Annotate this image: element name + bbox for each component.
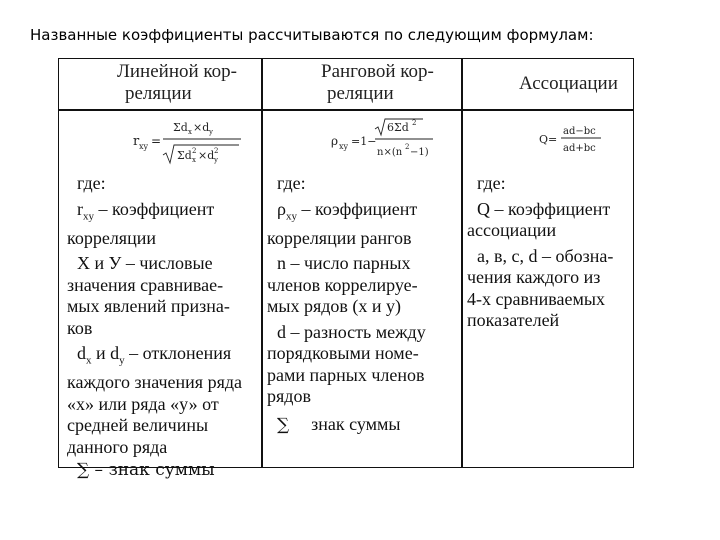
legend-dx-dy: $d_x$ и $d_y$ – отклонения bbox=[77, 343, 232, 367]
slide-caption: Названные коэффициенты рассчитываются по следующим формулам: bbox=[30, 26, 594, 44]
legend-pxy: $\rho_{xy}$ – коэффициент bbox=[277, 198, 418, 223]
svg-text:Σd: Σd bbox=[173, 121, 188, 134]
column-divider bbox=[461, 59, 463, 467]
linear-correlation-legend: где: $r_{xy}$ – коэффициент корреляции X и У – числовые значения сравнивае- мых явлений призна- ков $d_x$ и $d_y$ – отклонения каждого значения ряда «х» или ряда «у» от средней величины данного ряда ∑ – знак суммы bbox=[67, 173, 259, 482]
svg-text:=1−: =1− bbox=[351, 135, 377, 148]
svg-text:=: = bbox=[151, 134, 162, 148]
header-rank-correlation: Ранговой кор- реляции bbox=[321, 61, 434, 104]
svg-text:r: r bbox=[133, 134, 140, 149]
svg-text:y: y bbox=[214, 156, 218, 164]
association-formula bbox=[537, 121, 627, 161]
legend-sum: ∑ знак суммы bbox=[277, 413, 401, 435]
svg-text:ad+bc: ad+bc bbox=[563, 143, 596, 154]
svg-text:2: 2 bbox=[214, 147, 219, 155]
svg-text:Σd: Σd bbox=[177, 149, 192, 162]
svg-text:ad−bc: ad−bc bbox=[563, 126, 596, 137]
svg-text:×d: ×d bbox=[193, 121, 210, 134]
svg-text:×d: ×d bbox=[198, 149, 215, 162]
svg-text:n×(n: n×(n bbox=[377, 147, 403, 158]
svg-text:x: x bbox=[188, 128, 192, 136]
svg-text:xy: xy bbox=[339, 142, 349, 151]
column-divider bbox=[261, 59, 263, 467]
svg-text:−1): −1) bbox=[410, 147, 429, 158]
svg-text:Q=: Q= bbox=[539, 133, 558, 146]
svg-text:y: y bbox=[209, 128, 213, 136]
header-linear-correlation: Линейной кор- реляции bbox=[117, 61, 238, 104]
formulas-table bbox=[58, 58, 634, 481]
rank-correlation-formula bbox=[329, 115, 449, 169]
legend-rxy: $r_{xy}$ – коэффициент bbox=[77, 198, 215, 223]
association-legend: где: Q – коэффициент ассоциации a, в, с, d – обозна- чения каждого из 4-х сравниваемых показателей bbox=[467, 173, 614, 330]
rank-correlation-legend: где: $\rho_{xy}$ – коэффициент корреляции рангов n – число парных членов коррелируе- мых рядов (х и у) d – разность между порядковыми номе- рами парных членов рядов ∑ знак суммы bbox=[267, 173, 459, 436]
linear-correlation-formula bbox=[129, 115, 249, 169]
svg-text:xy: xy bbox=[139, 142, 149, 151]
header-divider bbox=[59, 109, 633, 111]
svg-text:ρ: ρ bbox=[331, 134, 339, 148]
svg-text:2: 2 bbox=[405, 143, 410, 151]
svg-text:6Σd: 6Σd bbox=[387, 121, 409, 134]
svg-text:2: 2 bbox=[412, 119, 417, 127]
svg-text:2: 2 bbox=[192, 147, 197, 155]
svg-text:x: x bbox=[192, 156, 196, 164]
header-association: Ассоциации bbox=[519, 73, 618, 94]
